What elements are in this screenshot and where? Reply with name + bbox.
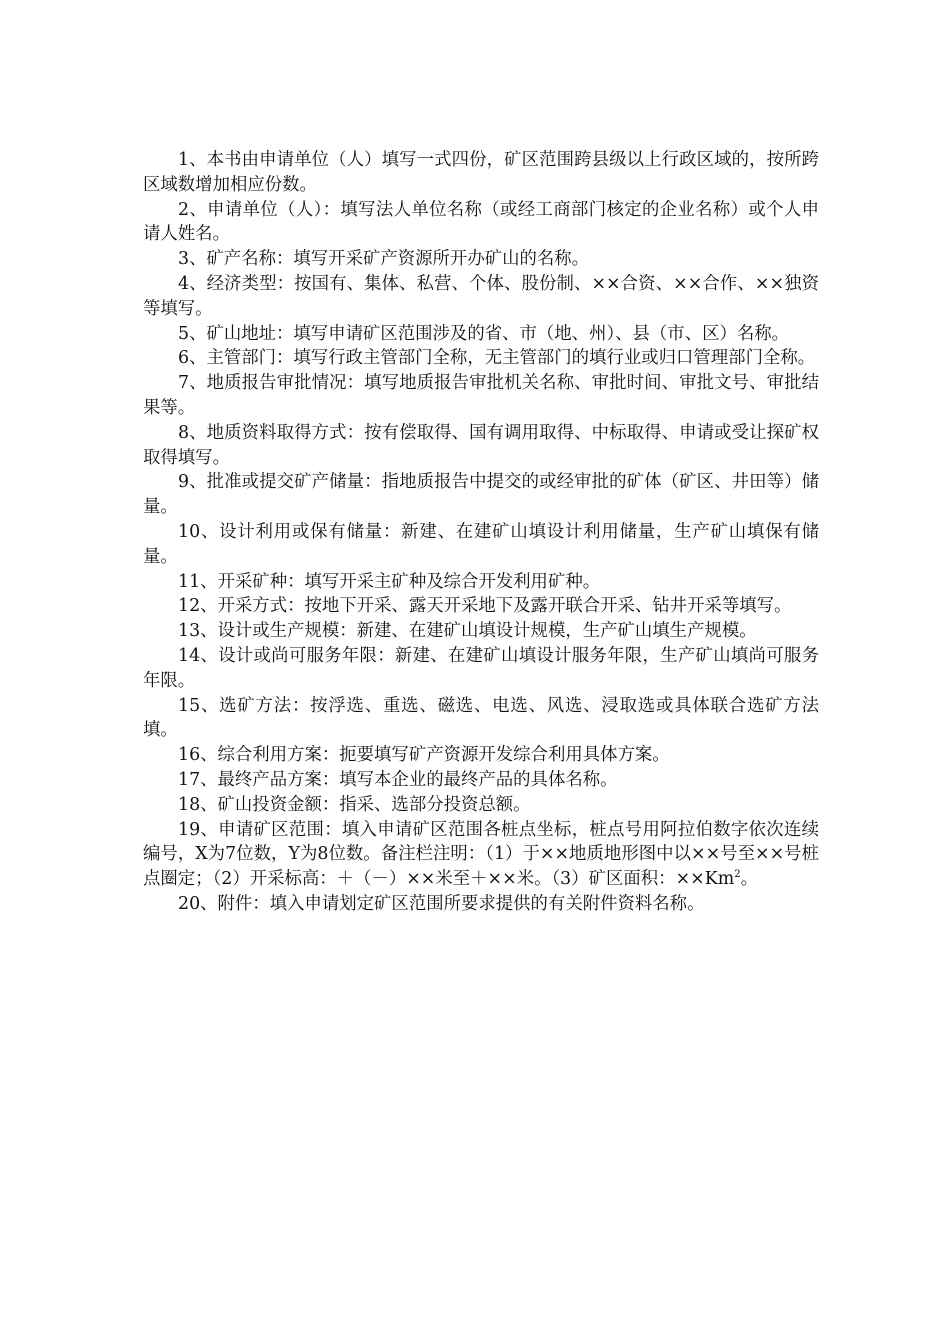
instruction-item-18: 18、矿山投资金额：指采、选部分投资总额。 bbox=[178, 794, 531, 815]
instruction-item-3: 3、矿产名称：填写开采矿产资源所开办矿山的名称。 bbox=[178, 249, 590, 270]
instruction-item-14: 14、设计或尚可服务年限：新建、在建矿山填设计服务年限，生产矿山填尚可服务年限。 bbox=[143, 645, 819, 691]
instruction-item-20: 20、附件：填入申请划定矿区范围所要求提供的有关附件资料名称。 bbox=[178, 893, 705, 914]
instruction-item-4: 4、经济类型：按国有、集体、私营、个体、股份制、××合资、××合作、××独资等填写。 bbox=[143, 273, 819, 319]
instruction-item-9: 9、批准或提交矿产储量：指地质报告中提交的或经审批的矿体（矿区、井田等）储量。 bbox=[143, 472, 819, 518]
instruction-item-10: 10、设计利用或保有储量：新建、在建矿山填设计利用储量，生产矿山填保有储量。 bbox=[143, 521, 819, 567]
instruction-item-12: 12、开采方式：按地下开采、露天开采地下及露开联合开采、钻井开采等填写。 bbox=[178, 596, 792, 617]
instruction-item-19 bbox=[143, 818, 819, 892]
instructions-body bbox=[143, 148, 819, 917]
instruction-item-6: 6、主管部门：填写行政主管部门全称，无主管部门的填行业或归口管理部门全称。 bbox=[178, 348, 816, 369]
instruction-item-7: 7、地质报告审批情况：填写地质报告审批机关名称、审批时间、审批文号、审批结果等。 bbox=[143, 373, 819, 418]
instruction-item-19-text: 19、申请矿区范围：填入申请矿区范围各桩点坐标，桩点号用阿拉伯数字依次连续编号，X为7位数，Y为8位数。备注栏注明：（1）于××地质地形图中以××号至××号桩点圈定；（2）开采标高：＋（－）××米至＋××米。（3）矿区面积：××Km bbox=[143, 819, 819, 890]
instruction-item-1: 1、本书由申请单位（人）填写一式四份，矿区范围跨县级以上行政区域的，按所跨区域数增加相应份数。 bbox=[143, 150, 819, 195]
instruction-item-17: 17、最终产品方案：填写本企业的最终产品的具体名称。 bbox=[178, 769, 618, 790]
superscript-2: 2 bbox=[734, 869, 741, 881]
instruction-item-5: 5、矿山地址：填写申请矿区范围涉及的省、市（地、州）、县（市、区）名称。 bbox=[178, 323, 790, 344]
instruction-item-2: 2、申请单位（人）：填写法人单位名称（或经工商部门核定的企业名称）或个人申请人姓名。 bbox=[143, 199, 819, 245]
instruction-item-13: 13、设计或生产规模：新建、在建矿山填设计规模，生产矿山填生产规模。 bbox=[178, 621, 757, 642]
instruction-item-8: 8、地质资料取得方式：按有偿取得、国有调用取得、中标取得、申请或受让探矿权取得填写。 bbox=[143, 422, 819, 468]
instruction-item-15: 15、选矿方法：按浮选、重选、磁选、电选、风选、浸取选或具体联合选矿方法填。 bbox=[143, 695, 819, 741]
instruction-item-16: 16、综合利用方案：扼要填写矿产资源开发综合利用具体方案。 bbox=[178, 745, 670, 766]
instruction-item-19-end: 。 bbox=[740, 869, 758, 890]
instruction-item-11: 11、开采矿种：填写开采主矿种及综合开发利用矿种。 bbox=[178, 571, 601, 592]
